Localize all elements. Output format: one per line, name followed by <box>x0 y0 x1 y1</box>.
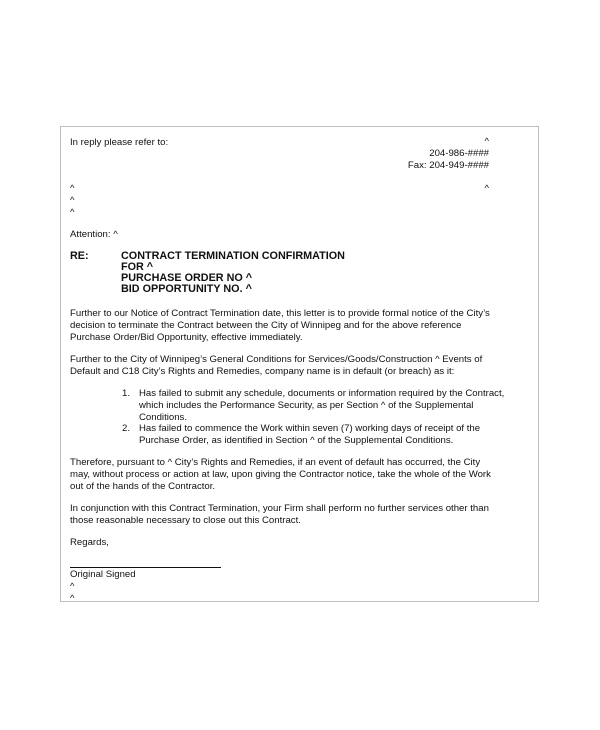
signature-line <box>70 567 221 568</box>
address-line-1: ^ <box>70 183 75 194</box>
re-line-2: FOR ^ <box>121 261 154 273</box>
paragraph-3-line-2: may, without process or action at law, upon giving the Contractor notice, take the whole of the Work <box>70 469 491 480</box>
list-item-1-line-3: Conditions. <box>139 412 187 423</box>
paragraph-2-line-2: Default and C18 City’s Rights and Remedies, company name is in default (or breach) as it: <box>70 366 455 377</box>
re-line-1: CONTRACT TERMINATION CONFIRMATION <box>121 250 345 262</box>
paragraph-4-line-1: In conjunction with this Contract Termination, your Firm shall perform no further services other than <box>70 503 489 514</box>
list-item-1-line-2: which includes the Performance Security, as per Section ^ of the Supplemental <box>139 400 474 411</box>
reply-reference: In reply please refer to: <box>70 137 169 148</box>
signature-caret-2: ^ <box>70 593 75 604</box>
list-item-2-line-1: Has failed to commence the Work within seven (7) working days of receipt of the <box>139 423 481 434</box>
re-line-3: PURCHASE ORDER NO ^ <box>121 272 253 284</box>
list-item-2-number: 2. <box>122 423 131 434</box>
paragraph-1-line-2: decision to terminate the Contract between the City of Winnipeg and for the above reference <box>70 320 462 331</box>
fax-number: Fax: 204-949-#### <box>407 160 489 171</box>
re-line-4: BID OPPORTUNITY NO. ^ <box>121 283 252 295</box>
closing-regards: Regards, <box>70 537 109 548</box>
paragraph-4-line-2: those reasonable necessary to close out this Contract. <box>70 515 301 526</box>
address-line-2: ^ <box>70 195 75 206</box>
signature-label: Original Signed <box>70 569 136 580</box>
signature-caret-1: ^ <box>70 581 75 592</box>
address-line-3: ^ <box>70 207 75 218</box>
list-item-2-line-2: Purchase Order, as identified in Section ^ of the Supplemental Conditions. <box>139 435 454 446</box>
re-label: RE: <box>70 250 89 262</box>
phone-number: 204-986-#### <box>429 148 489 159</box>
paragraph-3-line-3: out of the hands of the Contractor. <box>70 481 216 492</box>
paragraph-1-line-3: Purchase Order/Bid Opportunity, effective immediately. <box>70 332 303 343</box>
header-caret: ^ <box>484 136 489 147</box>
list-item-1-line-1: Has failed to submit any schedule, documents or information required by the Contract, <box>139 388 505 399</box>
address-right-caret: ^ <box>484 183 489 194</box>
letter-page <box>60 126 539 602</box>
paragraph-2-line-1: Further to the City of Winnipeg’s General Conditions for Services/Goods/Construction ^ Events of <box>70 354 483 365</box>
attention-line: Attention: ^ <box>70 229 118 240</box>
paragraph-3-line-1: Therefore, pursuant to ^ City’s Rights and Remedies, if an event of default has occurred, the City <box>70 457 481 468</box>
paragraph-1-line-1: Further to our Notice of Contract Termination date, this letter is to provide formal notice of the City’s <box>70 308 490 319</box>
list-item-1-number: 1. <box>122 388 131 399</box>
